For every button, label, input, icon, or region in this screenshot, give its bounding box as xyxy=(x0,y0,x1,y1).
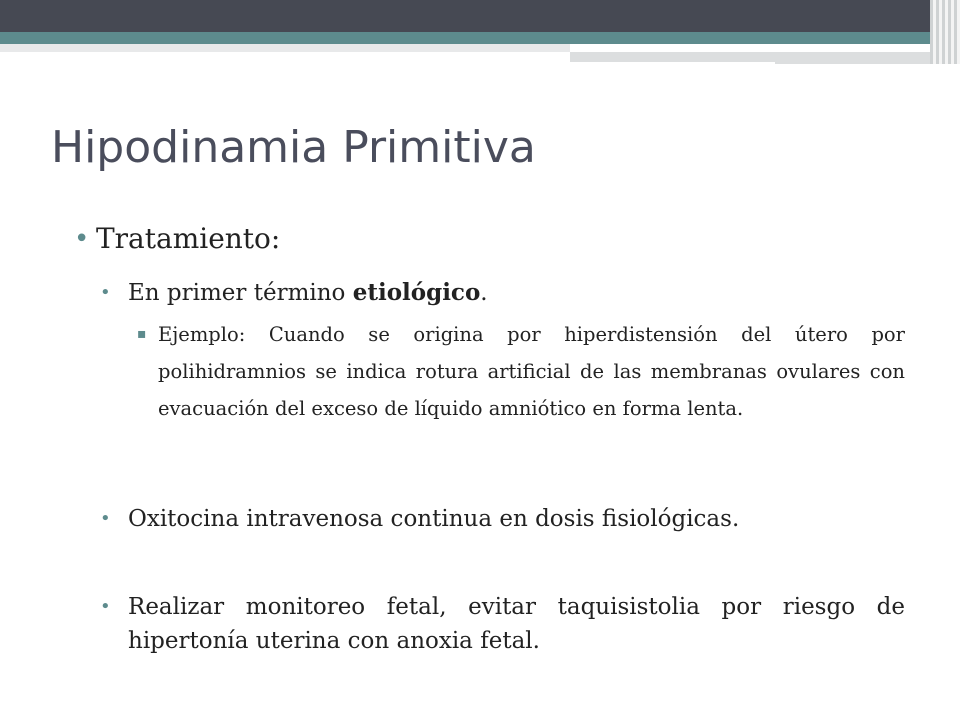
header-accent-band xyxy=(0,32,930,44)
sub-bullet-prefix: En primer término xyxy=(128,280,353,306)
bullet-label: Tratamiento: xyxy=(96,222,281,255)
sub-bullet-text: Realizar monitoreo fetal, evitar taquisistolia por riesgo de hipertonía uterina con anoxia fetal. xyxy=(128,594,905,654)
sub-bullet-bold-term: etiológico xyxy=(352,279,481,306)
slide-title: Hipodinamia Primitiva xyxy=(51,122,536,173)
bullet-icon: • xyxy=(100,282,111,303)
header-dark-bar xyxy=(0,0,960,32)
header-grey-band-left xyxy=(0,44,570,52)
header-stripes-decoration xyxy=(930,0,960,64)
bullet-icon: • xyxy=(74,224,90,254)
sub-bullet-suffix: . xyxy=(480,280,488,306)
header-divider-line-short xyxy=(570,62,775,64)
example-text: Ejemplo: Cuando se origina por hiperdistensión del útero por polihidramnios se indica rotura artificial de las membranas ovulares con evacuación del exceso de líquido amniótico en forma lenta. xyxy=(158,323,905,420)
sub-bullet-text: Oxitocina intravenosa continua en dosis fisiológicas. xyxy=(128,506,740,532)
bullet-icon: • xyxy=(100,596,111,617)
bullet-icon: • xyxy=(100,508,111,529)
example-bullet xyxy=(137,316,905,427)
sub-bullet-oxitocina xyxy=(100,502,905,536)
sub-bullet-monitoreo xyxy=(100,590,905,658)
square-bullet-icon: ▪ xyxy=(137,326,147,342)
sub-bullet-etiologico xyxy=(100,276,905,310)
sub-bullet-text xyxy=(128,276,905,310)
bullet-tratamiento xyxy=(74,222,280,255)
